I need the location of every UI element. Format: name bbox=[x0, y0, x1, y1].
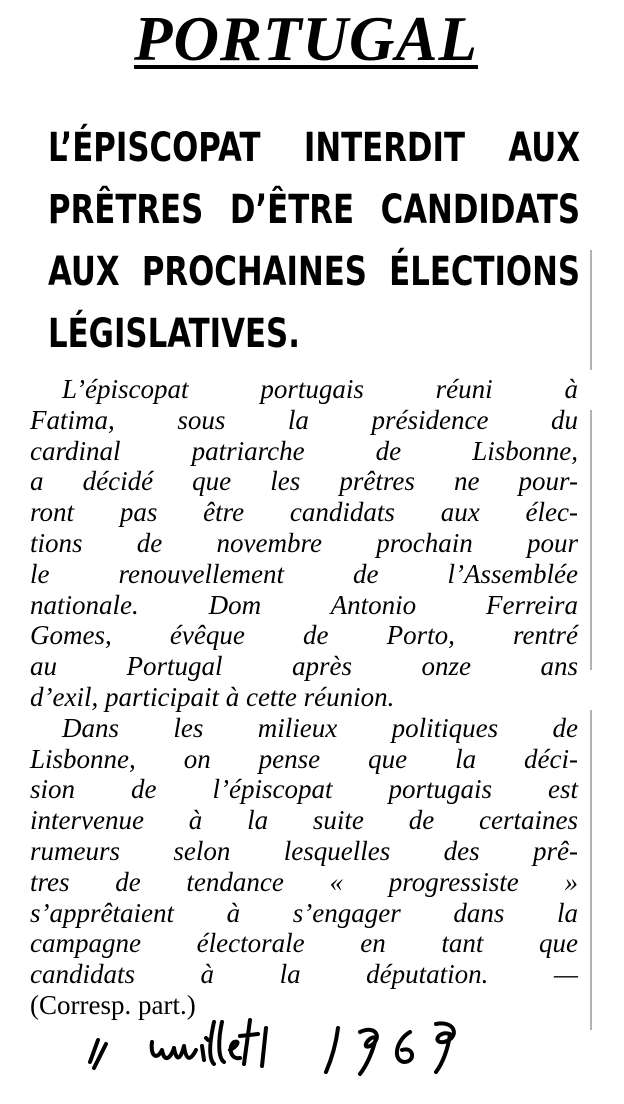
body-line: tres de tendance « progressiste » bbox=[30, 866, 578, 897]
body-line: a décidé que les prêtres ne pour- bbox=[30, 466, 578, 497]
section-title: PORTUGAL bbox=[134, 4, 478, 74]
body-line: cardinal patriarche de Lisbonne, bbox=[30, 435, 578, 466]
clipping-edge-line bbox=[590, 250, 592, 1030]
body-line: d’exil, participait à cette réunion. bbox=[30, 681, 395, 712]
article-body bbox=[30, 374, 578, 1021]
body-line: nationale. Dom Antonio Ferreira bbox=[30, 589, 578, 620]
article-headline bbox=[48, 117, 580, 365]
correspondent-credit: (Corresp. part.) bbox=[30, 989, 196, 1020]
body-line: campagne électorale en tant que bbox=[30, 928, 578, 959]
body-line: rumeurs selon lesquelles des prê- bbox=[30, 835, 578, 866]
headline-line: AUX PROCHAINES ÉLECTIONS bbox=[48, 249, 581, 295]
body-line: Lisbonne, on pense que la déci- bbox=[30, 743, 578, 774]
body-line: sion de l’épiscopat portugais est bbox=[30, 774, 578, 805]
body-line: au Portugal après onze ans bbox=[30, 651, 578, 682]
body-line: Dans les milieux politiques de bbox=[62, 712, 578, 743]
body-line: L’épiscopat portugais réuni à bbox=[62, 374, 578, 404]
headline-line: PRÊTRES D’ÊTRE CANDIDATS bbox=[48, 187, 581, 233]
body-line: Fatima, sous la présidence du bbox=[30, 404, 578, 435]
body-line: candidats à la députation. — bbox=[30, 959, 578, 990]
body-line: intervenue à la suite de certaines bbox=[30, 805, 578, 836]
body-line: s’apprêtaient à s’engager dans la bbox=[30, 897, 578, 928]
headline-line: L’ÉPISCOPAT INTERDIT AUX bbox=[48, 125, 581, 171]
headline-line: LÉGISLATIVES. bbox=[48, 311, 300, 357]
paragraph-2 bbox=[30, 713, 578, 990]
body-line: ront pas être candidats aux élec- bbox=[30, 497, 578, 528]
paragraph-1 bbox=[30, 374, 578, 713]
handwritten-date-annotation bbox=[80, 1010, 520, 1080]
body-line: le renouvellement de l’Assemblée bbox=[30, 558, 578, 589]
body-line: Gomes, évêque de Porto, rentré bbox=[30, 620, 578, 651]
body-line: tions de novembre prochain pour bbox=[30, 527, 578, 558]
